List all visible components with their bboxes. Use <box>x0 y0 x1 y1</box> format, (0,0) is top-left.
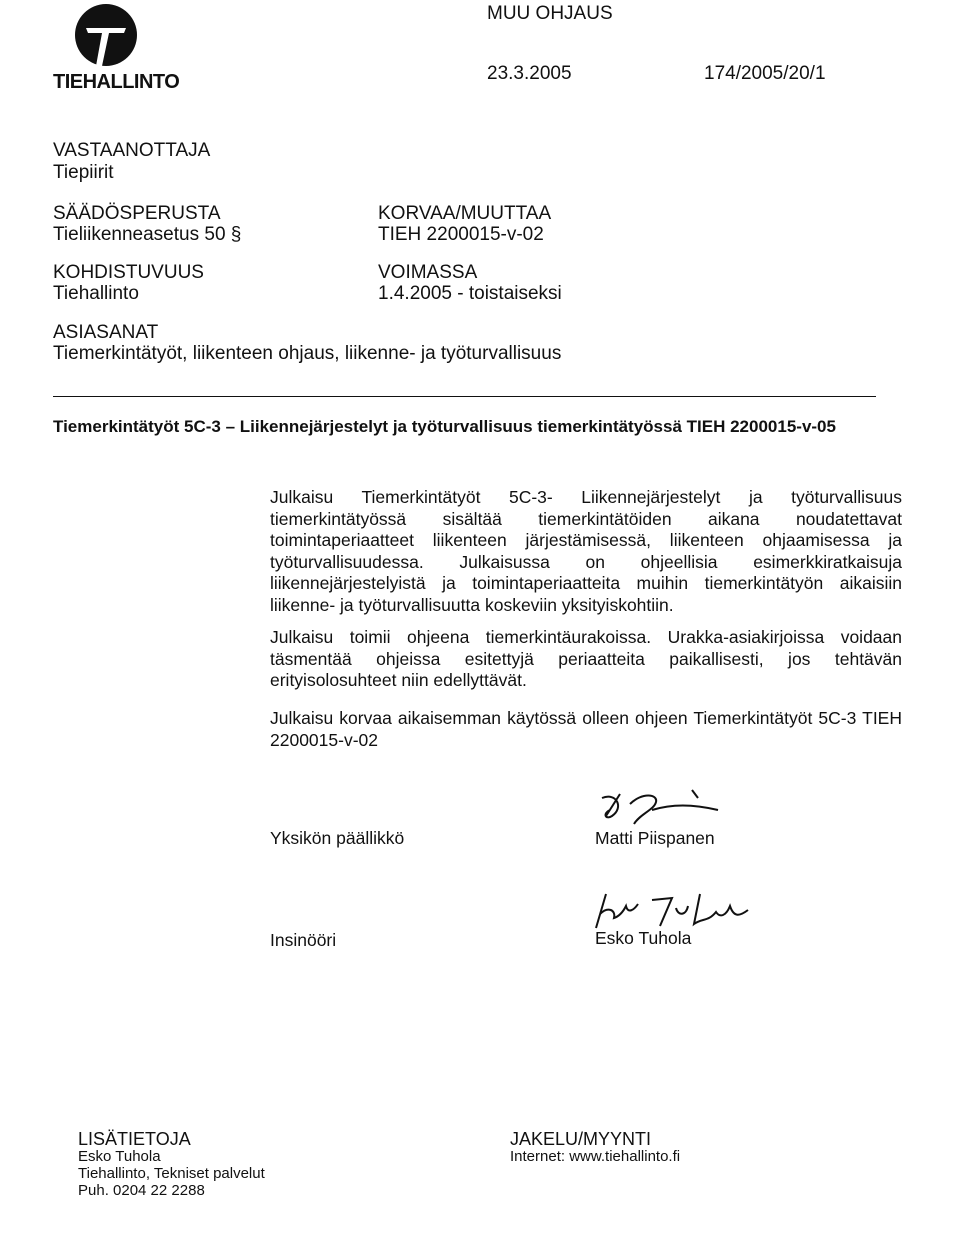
paragraph-2: Julkaisu toimii ohjeena tiemerkintäurakoissa. Urakka-asiakirjoissa voidaan täsmentää ohjeissa esitettyjä periaatteita paikallisesti, jos tehtävän erityisolosuhteet niin edellyttävät. <box>270 627 902 690</box>
keywords-value: Tiemerkintätyöt, liikenteen ohjaus, liikenne- ja työturvallisuus <box>53 343 562 364</box>
signer1-name: Matti Piispanen <box>595 828 715 848</box>
distribution-label: JAKELU/MYYNTI <box>510 1129 652 1149</box>
signer2-role: Insinööri <box>270 930 337 950</box>
document-type: MUU OHJAUS <box>487 3 613 24</box>
document-title: Tiemerkintätyöt 5C-3 – Liikennejärjestelyt ja työturvallisuus tiemerkintätyössä TIEH 2200015-v-05 <box>53 417 836 436</box>
replaces-label: KORVAA/MUUTTAA <box>378 203 552 224</box>
legal-basis-label: SÄÄDÖSPERUSTA <box>53 203 221 224</box>
target-label: KOHDISTUVUUS <box>53 262 204 283</box>
target-value: Tiehallinto <box>53 283 139 304</box>
valid-label: VOIMASSA <box>378 262 478 283</box>
paragraph-1: Julkaisu Tiemerkintätyöt 5C-3- Liikennejärjestelyt ja työturvallisuus tiemerkintätyössä sisältää tiemerkintätöiden aikana noudatettavat toimintaperiaatteet liikenteen järjestämisessä, liikenteen ohjaamisessa ja työturvallisuudessa. Julkaisussa on ohjeellisia esimerkkiratkaisuja liikennejärjestelyistä ja toimintaperiaatteita muihin tiemerkintätyön aikaisiin liikenne- ja työturvallisuutta koskeviin yksityiskohtiin. <box>270 487 902 615</box>
replaces-value: TIEH 2200015-v-02 <box>378 224 544 245</box>
signer1-role: Yksikön päällikkö <box>270 828 405 848</box>
keywords-label: ASIASANAT <box>53 322 159 343</box>
reference-number: 174/2005/20/1 <box>704 63 826 84</box>
paragraph-3: Julkaisu korvaa aikaisemman käytössä olleen ohjeen Tiemerkintätyöt 5C-3 TIEH 2200015-v-02 <box>270 708 902 750</box>
recipient-label: VASTAANOTTAJA <box>53 140 211 161</box>
divider-line <box>53 396 876 397</box>
logo-text: TIEHALLINTO <box>53 71 180 93</box>
legal-basis-value: Tieliikenneasetus 50 § <box>53 224 242 245</box>
distribution-value: Internet: www.tiehallinto.fi <box>510 1148 681 1165</box>
more-info-phone: Puh. 0204 22 2288 <box>78 1182 205 1199</box>
recipient-value: Tiepiirit <box>53 162 114 183</box>
signer2-name: Esko Tuhola <box>595 928 692 948</box>
valid-value: 1.4.2005 - toistaiseksi <box>378 283 562 304</box>
more-info-org: Tiehallinto, Tekniset palvelut <box>78 1165 265 1182</box>
signature-piispanen-icon <box>592 780 732 830</box>
more-info-name: Esko Tuhola <box>78 1148 161 1165</box>
more-info-label: LISÄTIETOJA <box>78 1129 191 1149</box>
document-date: 23.3.2005 <box>487 63 572 84</box>
tiehallinto-logo-icon <box>60 2 152 68</box>
